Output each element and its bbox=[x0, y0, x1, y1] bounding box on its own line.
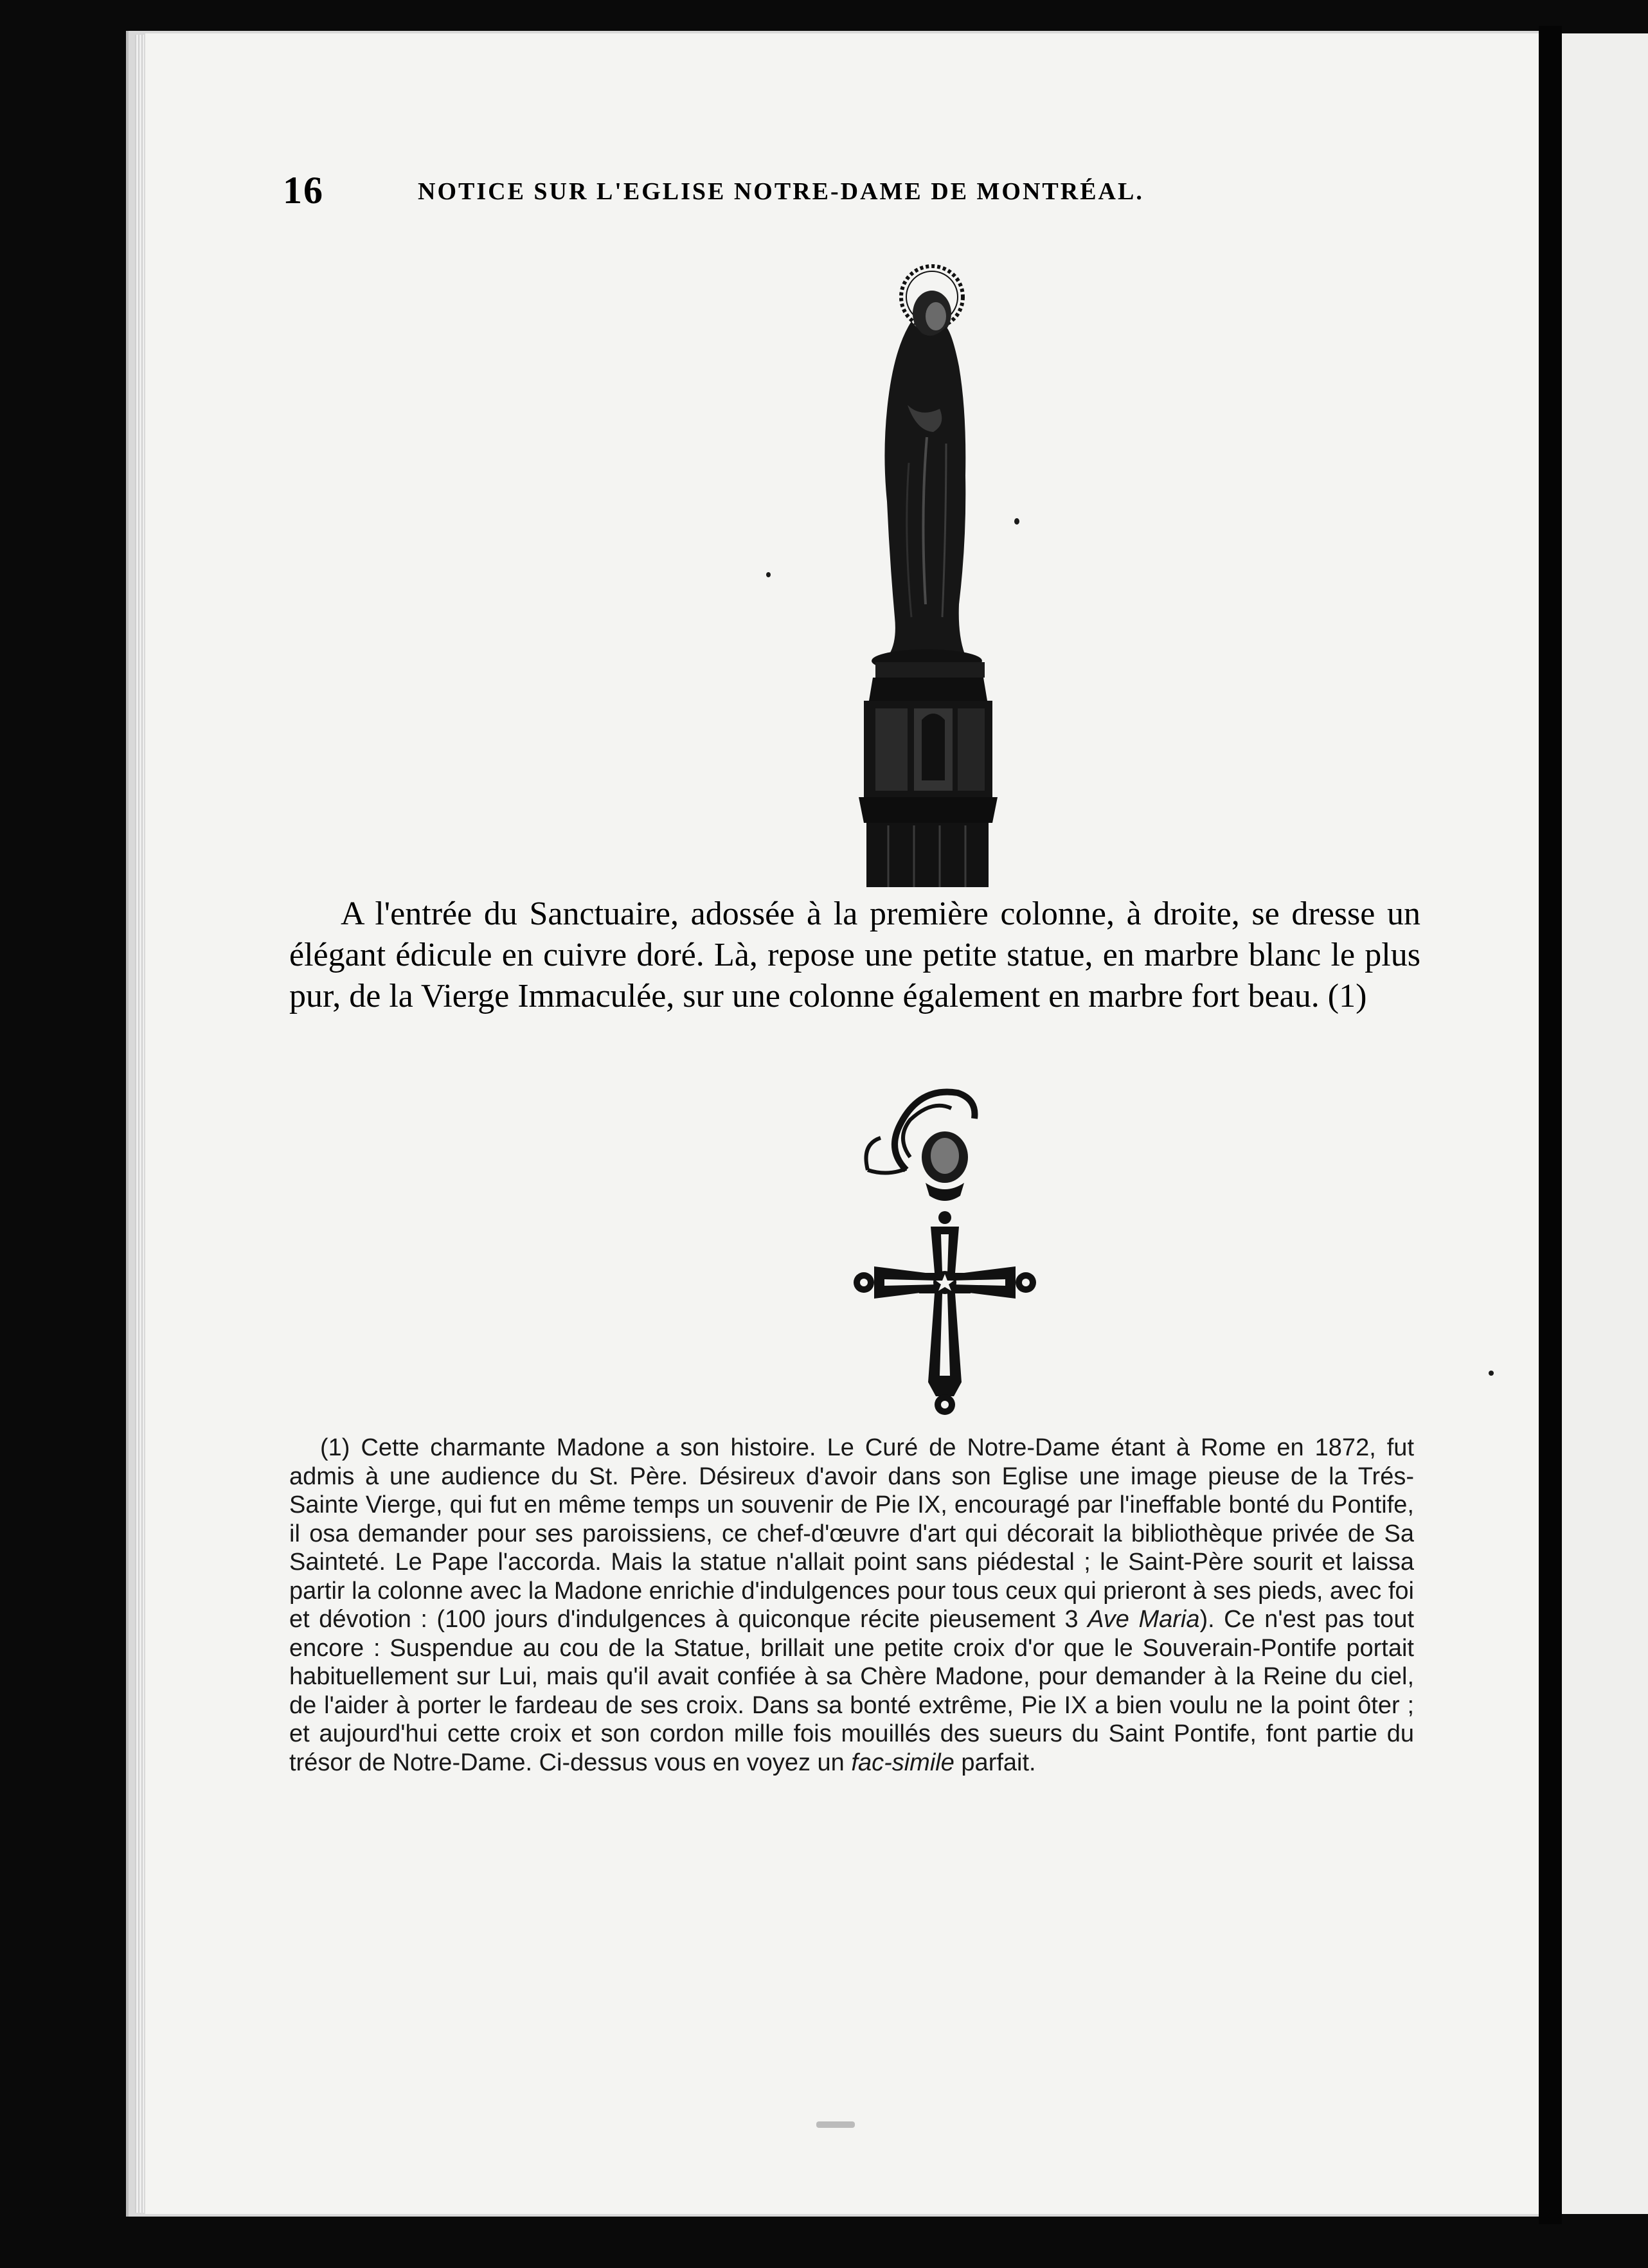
scan-speck bbox=[766, 572, 771, 577]
body-paragraph: A l'entrée du Sanctuaire, adossée à la première colonne, à droite, se dresse un élégant édicule en cuivre doré. Là, repose une petite statue, en marbre blanc le plus pur, de la Vierge Immaculée, sur une colonne également en marbre fort beau. (1) bbox=[289, 896, 1420, 1014]
footnote-text-part2: ). Ce n'est pas tout encore : Suspendue au cou de la Statue, brillait une petite croix d'or que le Souverain-Pontife portait habituellement sur Lui, mais qu'il avait confiée à sa Chère Madone, pour demander à la Reine du ciel, de l'aider à porter le fardeau de ses croix. Dans sa bonté extrême, Pie IX a bien voulu ne la point ôter ; et aujourd'hui cette croix et son cordon mille fois mouillés des sueurs du Saint Pontife, font partie du trésor de Notre-Dame. Ci-dessus vous en voyez un bbox=[289, 1606, 1415, 1776]
scan-speck bbox=[816, 2121, 855, 2128]
footnote-text-part3: parfait. bbox=[961, 1749, 1036, 1776]
next-page-edge bbox=[1562, 33, 1648, 2214]
cross-icon bbox=[848, 1080, 1048, 1421]
footnote-italic-ave-maria: Ave Maria bbox=[1088, 1606, 1200, 1633]
scan-speck bbox=[1014, 518, 1019, 525]
running-head bbox=[283, 168, 1285, 220]
gutter-shadow bbox=[1539, 26, 1562, 2224]
footnote bbox=[289, 1434, 1414, 1777]
footnote-italic-fac-simile: fac-simile bbox=[851, 1749, 954, 1776]
statue-icon bbox=[850, 257, 1004, 887]
scan-speck bbox=[1489, 1371, 1494, 1376]
running-head-title: NOTICE SUR L'EGLISE NOTRE-DAME DE MONTRÉAL. bbox=[418, 178, 1144, 205]
page-number: 16 bbox=[283, 169, 324, 212]
footnote-text-part1: Cette charmante Madone a son histoire. Le Curé de Notre-Dame étant à Rome en 1872, fut admis à une audience du St. Père. Désireux d'avoir dans son Eglise une image pieuse de la Trés-Sainte Vierge, qui fut en même temps un souvenir de Pie IX, encouragé par l'ineffable bonté du Pontife, il osa demander pour ses paroissiens, ce chef-d'œuvre d'art qui décorait la bibliothèque privée de Sa Sainteté. Le Pape l'accorda. Mais la statue n'allait point sans piédestal ; le Saint-Père sourit et laissa partir la colonne avec la Madone enrichie d'indulgences pour tous ceux qui prieront à ses pieds, avec foi et dévotion : (100 jours d'indulgences à quiconque récite pieusement 3 bbox=[289, 1434, 1414, 1633]
footnote-mark: (1) bbox=[320, 1434, 350, 1461]
book-page-surface bbox=[145, 33, 1539, 2214]
